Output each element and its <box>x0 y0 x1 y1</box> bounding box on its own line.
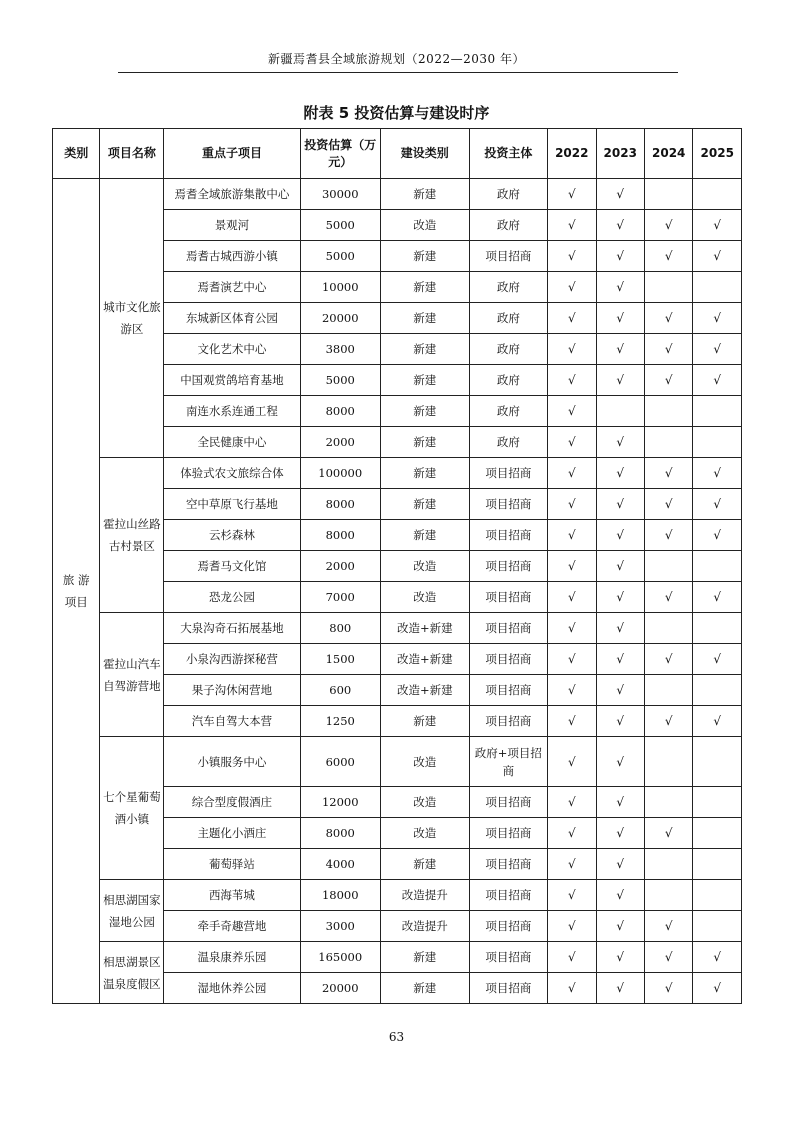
subproject-cell: 云杉森林 <box>164 520 300 551</box>
investment-cell: 5000 <box>300 241 380 272</box>
build-type-cell: 改造 <box>380 582 469 613</box>
investment-cell: 5000 <box>300 210 380 241</box>
investor-cell: 政府 <box>469 303 547 334</box>
year-2022-cell: √ <box>548 880 596 911</box>
year-2025-cell: √ <box>693 520 742 551</box>
year-2022-cell: √ <box>548 818 596 849</box>
year-2024-cell <box>644 675 692 706</box>
subproject-cell: 南连水系连通工程 <box>164 396 300 427</box>
year-2023-cell: √ <box>596 427 644 458</box>
build-type-cell: 新建 <box>380 489 469 520</box>
build-type-cell: 新建 <box>380 241 469 272</box>
build-type-cell: 改造 <box>380 787 469 818</box>
year-2025-cell <box>693 675 742 706</box>
year-2024-cell <box>644 787 692 818</box>
investor-cell: 项目招商 <box>469 241 547 272</box>
investment-cell: 100000 <box>300 458 380 489</box>
year-2025-cell <box>693 427 742 458</box>
year-2023-cell: √ <box>596 272 644 303</box>
investment-cell: 18000 <box>300 880 380 911</box>
subproject-cell: 焉耆演艺中心 <box>164 272 300 303</box>
year-2023-cell: √ <box>596 942 644 973</box>
year-2023-cell: √ <box>596 849 644 880</box>
year-2024-cell: √ <box>644 706 692 737</box>
year-2024-cell: √ <box>644 520 692 551</box>
build-type-cell: 改造提升 <box>380 911 469 942</box>
year-2024-cell <box>644 613 692 644</box>
subproject-cell: 焉耆马文化馆 <box>164 551 300 582</box>
build-type-cell: 新建 <box>380 520 469 551</box>
investor-cell: 项目招商 <box>469 675 547 706</box>
year-2025-cell: √ <box>693 489 742 520</box>
build-type-cell: 新建 <box>380 303 469 334</box>
investor-cell: 项目招商 <box>469 551 547 582</box>
investment-cell: 4000 <box>300 849 380 880</box>
subproject-cell: 景观河 <box>164 210 300 241</box>
column-header-project-name: 项目名称 <box>100 129 164 179</box>
column-header-category: 类别 <box>53 129 100 179</box>
investor-cell: 项目招商 <box>469 787 547 818</box>
year-2022-cell: √ <box>548 644 596 675</box>
year-2022-cell: √ <box>548 427 596 458</box>
year-2024-cell: √ <box>644 644 692 675</box>
investment-cell: 1500 <box>300 644 380 675</box>
year-2022-cell: √ <box>548 911 596 942</box>
investment-cell: 8000 <box>300 489 380 520</box>
year-2024-cell: √ <box>644 458 692 489</box>
investment-cell: 20000 <box>300 303 380 334</box>
year-2022-cell: √ <box>548 241 596 272</box>
build-type-cell: 新建 <box>380 334 469 365</box>
subproject-cell: 综合型度假酒庄 <box>164 787 300 818</box>
investment-cell: 800 <box>300 613 380 644</box>
year-2022-cell: √ <box>548 489 596 520</box>
project-area-cell: 霍拉山汽车自驾游营地 <box>100 613 164 737</box>
year-2024-cell <box>644 737 692 787</box>
subproject-cell: 大泉沟奇石拓展基地 <box>164 613 300 644</box>
year-2022-cell: √ <box>548 303 596 334</box>
year-2023-cell: √ <box>596 706 644 737</box>
investor-cell: 项目招商 <box>469 911 547 942</box>
year-2024-cell: √ <box>644 241 692 272</box>
project-area-cell: 相思湖景区温泉度假区 <box>100 942 164 1004</box>
investment-cell: 6000 <box>300 737 380 787</box>
year-2025-cell: √ <box>693 706 742 737</box>
year-2023-cell: √ <box>596 551 644 582</box>
subproject-cell: 中国观赏鸽培育基地 <box>164 365 300 396</box>
investment-cell: 165000 <box>300 942 380 973</box>
investment-cell: 8000 <box>300 396 380 427</box>
project-area-cell: 城市文化旅游区 <box>100 179 164 458</box>
header-rule <box>118 72 678 73</box>
investor-cell: 项目招商 <box>469 973 547 1004</box>
year-2025-cell <box>693 179 742 210</box>
year-2024-cell: √ <box>644 818 692 849</box>
build-type-cell: 改造 <box>380 210 469 241</box>
investment-cell: 7000 <box>300 582 380 613</box>
investor-cell: 项目招商 <box>469 489 547 520</box>
subproject-cell: 东城新区体育公园 <box>164 303 300 334</box>
year-2025-cell <box>693 818 742 849</box>
year-2023-cell: √ <box>596 644 644 675</box>
category-cell: 旅 游 项目 <box>53 179 100 1004</box>
year-2024-cell: √ <box>644 365 692 396</box>
investor-cell: 项目招商 <box>469 613 547 644</box>
year-2023-cell: √ <box>596 210 644 241</box>
year-2024-cell: √ <box>644 303 692 334</box>
investment-cell: 30000 <box>300 179 380 210</box>
investor-cell: 政府 <box>469 179 547 210</box>
year-2022-cell: √ <box>548 942 596 973</box>
year-2022-cell: √ <box>548 334 596 365</box>
year-2024-cell <box>644 880 692 911</box>
investment-cell: 3000 <box>300 911 380 942</box>
column-header-2024: 2024 <box>644 129 692 179</box>
investor-cell: 政府 <box>469 272 547 303</box>
year-2022-cell: √ <box>548 582 596 613</box>
build-type-cell: 新建 <box>380 942 469 973</box>
year-2024-cell: √ <box>644 911 692 942</box>
year-2025-cell <box>693 787 742 818</box>
year-2022-cell: √ <box>548 365 596 396</box>
column-header-key-subproject: 重点子项目 <box>164 129 300 179</box>
subproject-cell: 焉耆古城西游小镇 <box>164 241 300 272</box>
investor-cell: 项目招商 <box>469 644 547 675</box>
year-2022-cell: √ <box>548 973 596 1004</box>
investor-cell: 项目招商 <box>469 520 547 551</box>
investor-cell: 项目招商 <box>469 818 547 849</box>
build-type-cell: 新建 <box>380 849 469 880</box>
subproject-cell: 主题化小酒庄 <box>164 818 300 849</box>
investor-cell: 政府+项目招商 <box>469 737 547 787</box>
investor-cell: 项目招商 <box>469 880 547 911</box>
year-2022-cell: √ <box>548 706 596 737</box>
subproject-cell: 西海苇城 <box>164 880 300 911</box>
year-2024-cell: √ <box>644 334 692 365</box>
investor-cell: 政府 <box>469 334 547 365</box>
year-2023-cell: √ <box>596 737 644 787</box>
year-2023-cell: √ <box>596 489 644 520</box>
year-2025-cell: √ <box>693 582 742 613</box>
year-2025-cell <box>693 880 742 911</box>
project-area-cell: 七个星葡萄酒小镇 <box>100 737 164 880</box>
year-2022-cell: √ <box>548 396 596 427</box>
investor-cell: 项目招商 <box>469 942 547 973</box>
build-type-cell: 新建 <box>380 396 469 427</box>
column-header-investor: 投资主体 <box>469 129 547 179</box>
column-header-build-type: 建设类别 <box>380 129 469 179</box>
year-2024-cell <box>644 427 692 458</box>
year-2025-cell: √ <box>693 334 742 365</box>
year-2023-cell: √ <box>596 818 644 849</box>
running-header-title: 新疆焉耆县全域旅游规划（2022—2030 年） <box>268 52 525 66</box>
investment-cell: 12000 <box>300 787 380 818</box>
column-header-investment: 投资估算（万元） <box>300 129 380 179</box>
subproject-cell: 温泉康养乐园 <box>164 942 300 973</box>
year-2023-cell: √ <box>596 787 644 818</box>
investor-cell: 政府 <box>469 365 547 396</box>
column-header-2023: 2023 <box>596 129 644 179</box>
column-header-2022: 2022 <box>548 129 596 179</box>
investment-cell: 3800 <box>300 334 380 365</box>
year-2025-cell: √ <box>693 365 742 396</box>
year-2022-cell: √ <box>548 458 596 489</box>
project-area-cell: 相思湖国家湿地公园 <box>100 880 164 942</box>
year-2024-cell: √ <box>644 942 692 973</box>
investment-cell: 600 <box>300 675 380 706</box>
year-2023-cell: √ <box>596 458 644 489</box>
year-2025-cell <box>693 551 742 582</box>
year-2024-cell <box>644 179 692 210</box>
year-2023-cell: √ <box>596 303 644 334</box>
table-row <box>53 179 742 210</box>
build-type-cell: 改造 <box>380 737 469 787</box>
subproject-cell: 牵手奇趣营地 <box>164 911 300 942</box>
year-2025-cell <box>693 849 742 880</box>
build-type-cell: 改造 <box>380 551 469 582</box>
year-2024-cell: √ <box>644 210 692 241</box>
build-type-cell: 新建 <box>380 706 469 737</box>
year-2022-cell: √ <box>548 272 596 303</box>
year-2023-cell: √ <box>596 613 644 644</box>
project-area-cell: 霍拉山丝路古村景区 <box>100 458 164 613</box>
year-2022-cell: √ <box>548 551 596 582</box>
year-2023-cell: √ <box>596 241 644 272</box>
table-row <box>53 737 742 787</box>
year-2023-cell: √ <box>596 675 644 706</box>
year-2023-cell: √ <box>596 973 644 1004</box>
year-2023-cell: √ <box>596 911 644 942</box>
table-row <box>53 458 742 489</box>
build-type-cell: 新建 <box>380 272 469 303</box>
column-header-2025: 2025 <box>693 129 742 179</box>
build-type-cell: 新建 <box>380 365 469 396</box>
table-row <box>53 613 742 644</box>
build-type-cell: 改造+新建 <box>380 675 469 706</box>
subproject-cell: 焉耆全域旅游集散中心 <box>164 179 300 210</box>
year-2025-cell: √ <box>693 303 742 334</box>
year-2022-cell: √ <box>548 613 596 644</box>
year-2024-cell: √ <box>644 582 692 613</box>
table-header-row <box>53 129 742 179</box>
investor-cell: 项目招商 <box>469 582 547 613</box>
year-2025-cell: √ <box>693 973 742 1004</box>
year-2023-cell <box>596 396 644 427</box>
year-2025-cell: √ <box>693 644 742 675</box>
year-2022-cell: √ <box>548 179 596 210</box>
subproject-cell: 恐龙公园 <box>164 582 300 613</box>
year-2022-cell: √ <box>548 520 596 551</box>
year-2025-cell: √ <box>693 210 742 241</box>
year-2022-cell: √ <box>548 675 596 706</box>
table-row <box>53 942 742 973</box>
year-2023-cell: √ <box>596 334 644 365</box>
year-2024-cell: √ <box>644 973 692 1004</box>
build-type-cell: 改造+新建 <box>380 644 469 675</box>
year-2024-cell <box>644 849 692 880</box>
investment-cell: 8000 <box>300 818 380 849</box>
year-2024-cell <box>644 396 692 427</box>
subproject-cell: 小泉沟西游探秘营 <box>164 644 300 675</box>
build-type-cell: 新建 <box>380 427 469 458</box>
investor-cell: 项目招商 <box>469 458 547 489</box>
year-2025-cell <box>693 737 742 787</box>
year-2023-cell: √ <box>596 880 644 911</box>
year-2025-cell <box>693 613 742 644</box>
year-2024-cell <box>644 272 692 303</box>
year-2025-cell: √ <box>693 458 742 489</box>
investor-cell: 政府 <box>469 427 547 458</box>
investment-cell: 20000 <box>300 973 380 1004</box>
year-2025-cell: √ <box>693 942 742 973</box>
build-type-cell: 新建 <box>380 458 469 489</box>
year-2022-cell: √ <box>548 849 596 880</box>
investment-schedule-table <box>52 128 742 1004</box>
investment-cell: 10000 <box>300 272 380 303</box>
year-2022-cell: √ <box>548 737 596 787</box>
year-2023-cell: √ <box>596 365 644 396</box>
year-2023-cell: √ <box>596 582 644 613</box>
year-2022-cell: √ <box>548 787 596 818</box>
build-type-cell: 改造提升 <box>380 880 469 911</box>
subproject-cell: 全民健康中心 <box>164 427 300 458</box>
subproject-cell: 汽车自驾大本营 <box>164 706 300 737</box>
investment-cell: 5000 <box>300 365 380 396</box>
build-type-cell: 改造 <box>380 818 469 849</box>
subproject-cell: 湿地休养公园 <box>164 973 300 1004</box>
year-2024-cell <box>644 551 692 582</box>
year-2025-cell <box>693 272 742 303</box>
build-type-cell: 改造+新建 <box>380 613 469 644</box>
year-2023-cell: √ <box>596 179 644 210</box>
subproject-cell: 葡萄驿站 <box>164 849 300 880</box>
investment-cell: 8000 <box>300 520 380 551</box>
year-2023-cell: √ <box>596 520 644 551</box>
subproject-cell: 小镇服务中心 <box>164 737 300 787</box>
investment-cell: 2000 <box>300 551 380 582</box>
subproject-cell: 空中草原飞行基地 <box>164 489 300 520</box>
year-2024-cell: √ <box>644 489 692 520</box>
year-2022-cell: √ <box>548 210 596 241</box>
page-number: 63 <box>388 1030 405 1044</box>
table-title: 附表 5 投资估算与建设时序 <box>303 104 490 122</box>
investment-cell: 1250 <box>300 706 380 737</box>
subproject-cell: 文化艺术中心 <box>164 334 300 365</box>
year-2025-cell <box>693 911 742 942</box>
build-type-cell: 新建 <box>380 179 469 210</box>
subproject-cell: 果子沟休闲营地 <box>164 675 300 706</box>
table-body <box>53 179 742 1004</box>
table-row <box>53 880 742 911</box>
subproject-cell: 体验式农文旅综合体 <box>164 458 300 489</box>
investor-cell: 项目招商 <box>469 849 547 880</box>
year-2025-cell: √ <box>693 241 742 272</box>
build-type-cell: 新建 <box>380 973 469 1004</box>
investor-cell: 政府 <box>469 396 547 427</box>
investment-cell: 2000 <box>300 427 380 458</box>
investor-cell: 政府 <box>469 210 547 241</box>
investor-cell: 项目招商 <box>469 706 547 737</box>
year-2025-cell <box>693 396 742 427</box>
